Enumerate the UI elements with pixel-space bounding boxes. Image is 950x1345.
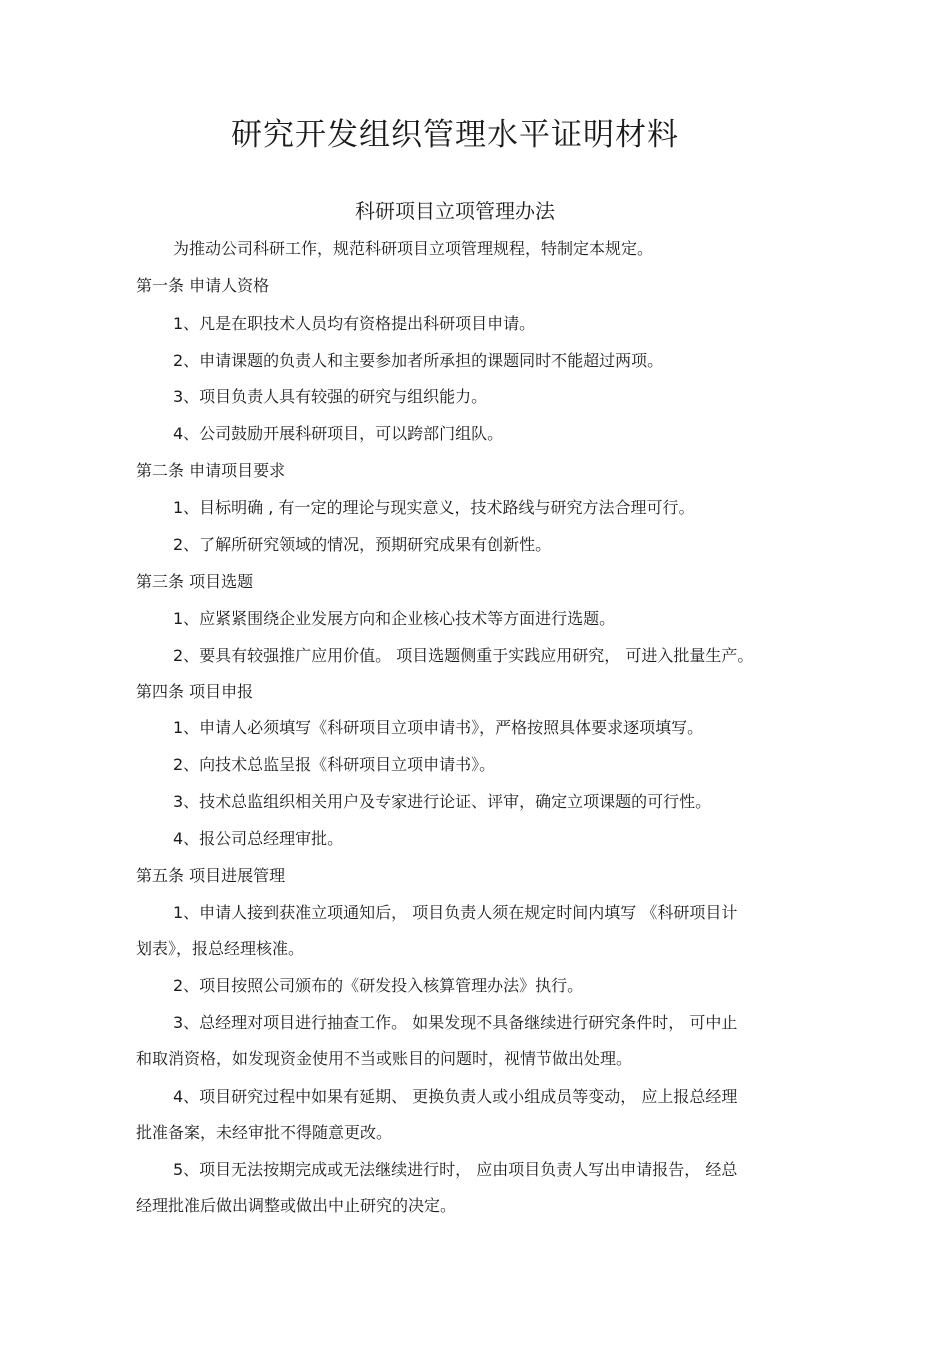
article-5-item-1-line-2: 划表》，报总经理核准。: [136, 939, 305, 958]
article-5-item-1-line-1: 1、申请人接到获准立项通知后， 项目负责人须在规定时间内填写 《科研项目计: [173, 903, 738, 922]
article-3-heading: 第三条 项目选题: [136, 572, 254, 591]
article-5-item-3-line-2: 和取消资格，如发现资金使用不当或账目的问题时，视情节做出处理。: [136, 1049, 633, 1068]
article-5-item-5-line-2: 经理批准后做出调整或做出中止研究的决定。: [136, 1196, 457, 1215]
article-4-heading: 第四条 项目申报: [136, 682, 254, 701]
article-3-item-2: 2、要具有较强推广应用价值。 项目选题侧重于实践应用研究， 可进入批量生产。: [173, 646, 754, 665]
intro-paragraph: 为推动公司科研工作，规范科研项目立项管理规程，特制定本规定。: [173, 239, 654, 258]
article-1-item-3: 3、项目负责人具有较强的研究与组织能力。: [173, 387, 488, 406]
article-4-item-1: 1、申请人必须填写《科研项目立项申请书》，严格按照具体要求逐项填写。: [173, 718, 704, 737]
article-4-item-3: 3、技术总监组织相关用户及专家进行论证、评审，确定立项课题的可行性。: [173, 792, 712, 811]
article-5-item-2: 2、项目按照公司颁布的《研发投入核算管理办法》执行。: [173, 976, 584, 995]
article-4-item-4: 4、报公司总经理审批。: [173, 829, 344, 848]
article-1-item-1: 1、凡是在职技术人员均有资格提出科研项目申请。: [173, 314, 536, 333]
article-1-item-4: 4、公司鼓励开展科研项目，可以跨部门组队。: [173, 424, 504, 443]
article-2-item-1: 1、目标明确 , 有一定的理论与现实意义，技术路线与研究方法合理可行。: [173, 498, 695, 517]
article-5-item-5-line-1: 5、项目无法按期完成或无法继续进行时， 应由项目负责人写出申请报告， 经总: [173, 1160, 738, 1179]
article-5-heading: 第五条 项目进展管理: [136, 866, 286, 885]
article-2-heading: 第二条 申请项目要求: [136, 461, 286, 480]
article-1-heading: 第一条 申请人资格: [136, 276, 270, 295]
article-1-item-2: 2、申请课题的负责人和主要参加者所承担的课题同时不能超过两项。: [173, 351, 664, 370]
article-2-item-2: 2、了解所研究领域的情况，预期研究成果有创新性。: [173, 535, 552, 554]
document-subtitle: 科研项目立项管理办法: [355, 199, 555, 223]
article-4-item-2: 2、向技术总监呈报《科研项目立项申请书》。: [173, 755, 496, 774]
article-5-item-4-line-1: 4、项目研究过程中如果有延期、 更换负责人或小组成员等变动， 应上报总经理: [173, 1087, 738, 1106]
document-title: 研究开发组织管理水平证明材料: [231, 117, 679, 153]
article-3-item-1: 1、应紧紧围绕企业发展方向和企业核心技术等方面进行选题。: [173, 609, 616, 628]
article-5-item-4-line-2: 批准备案，未经审批不得随意更改。: [136, 1123, 393, 1142]
article-5-item-3-line-1: 3、总经理对项目进行抽查工作。 如果发现不具备继续进行研究条件时， 可中止: [173, 1013, 738, 1032]
